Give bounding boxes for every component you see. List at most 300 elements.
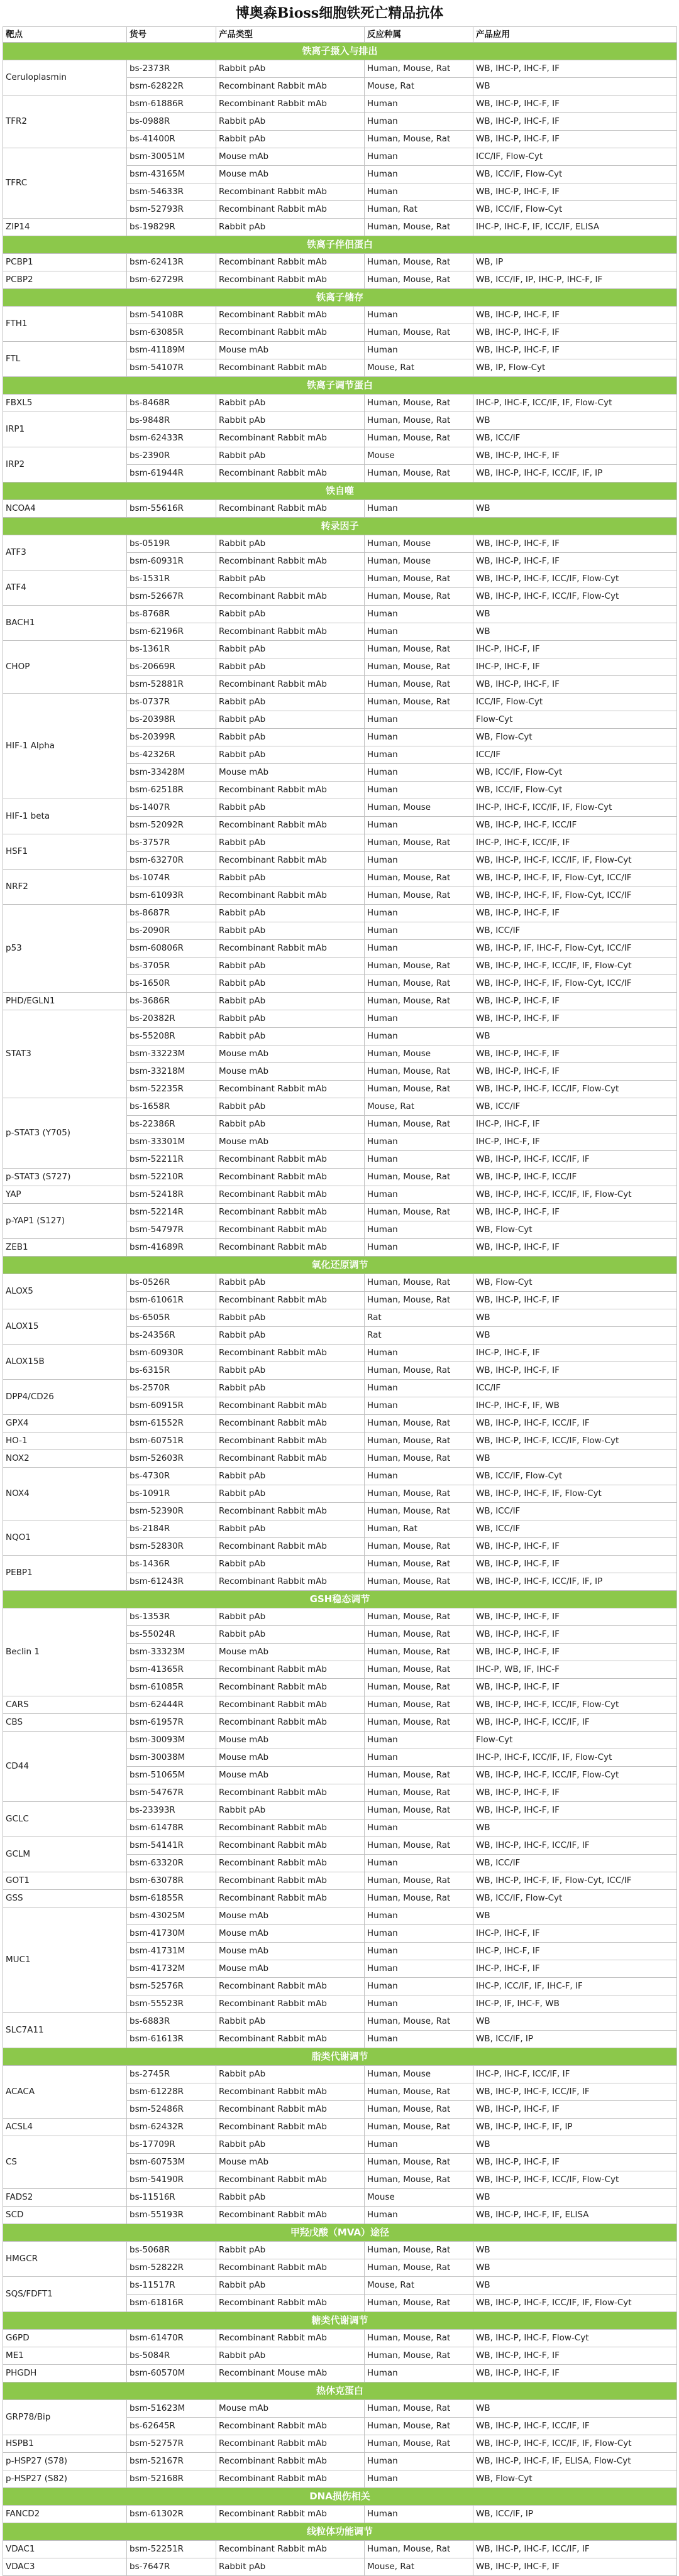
table-row [3, 1802, 677, 1820]
cell-reactivity: Human, Mouse, Rat [365, 1661, 473, 1679]
cell-product-type: Rabbit pAb [216, 834, 365, 852]
cell-catalog-number: bsm-52390R [127, 1503, 216, 1520]
cell-catalog-number: bs-5068R [127, 2242, 216, 2259]
cell-reactivity: Human, Mouse, Rat [365, 1890, 473, 1907]
table-row [3, 271, 677, 289]
cell-target: IRP1 [3, 412, 127, 447]
cell-catalog-number: bsm-52092R [127, 817, 216, 834]
cell-product-type: Rabbit pAb [216, 694, 365, 711]
cell-catalog-number: bsm-55616R [127, 500, 216, 518]
cell-reactivity: Human, Rat [365, 1520, 473, 1538]
cell-reactivity: Mouse, Rat [365, 2558, 473, 2576]
cell-product-type: Recombinant Rabbit mAb [216, 1837, 365, 1855]
cell-reactivity: Human, Mouse, Rat [365, 1063, 473, 1081]
cell-catalog-number: bs-8468R [127, 395, 216, 412]
table-row [3, 1169, 677, 1186]
cell-reactivity: Human [365, 500, 473, 518]
cell-catalog-number: bsm-61552R [127, 1415, 216, 1433]
cell-application: WB, IHC-P, IHC-F, ICC/IF, IF, IP [473, 465, 677, 483]
cell-application: WB, IHC-P, IHC-F, IF [473, 342, 677, 359]
cell-target: G6PD [3, 2330, 127, 2347]
cell-application: WB, IHC-P, IHC-F, IF [473, 1556, 677, 1573]
cell-catalog-number: bs-7647R [127, 2558, 216, 2576]
category-row [3, 518, 677, 535]
cell-reactivity: Human, Mouse, Rat [365, 324, 473, 342]
cell-catalog-number: bs-4730R [127, 1468, 216, 1485]
cell-application: Flow-Cyt [473, 1732, 677, 1749]
cell-reactivity: Human, Mouse, Rat [365, 1767, 473, 1784]
cell-catalog-number: bsm-52167R [127, 2453, 216, 2470]
table-row [3, 307, 677, 324]
header-catalog-number: 货号 [127, 27, 216, 43]
cell-target: ALOX15 [3, 1309, 127, 1345]
cell-catalog-number: bs-42326R [127, 746, 216, 764]
cell-reactivity: Human [365, 623, 473, 641]
cell-application: IHC-P, IHC-F, IF, WB [473, 1397, 677, 1415]
cell-target: PCBP2 [3, 271, 127, 289]
cell-reactivity: Human, Mouse, Rat [365, 2119, 473, 2136]
cell-product-type: Recombinant Rabbit mAb [216, 1855, 365, 1872]
cell-reactivity: Human [365, 2506, 473, 2523]
cell-application: WB, IHC-P, IHC-F, IF, Flow-Cyt [473, 1485, 677, 1503]
cell-reactivity: Human, Mouse, Rat [365, 2295, 473, 2312]
cell-catalog-number: bsm-33428M [127, 764, 216, 782]
category-title: 铁离子摄入与排出 [3, 43, 677, 60]
cell-application: IHC-P, IHC-F, ICC/IF, IF [473, 2066, 677, 2083]
cell-catalog-number: bsm-54190R [127, 2171, 216, 2189]
cell-reactivity: Human, Mouse, Rat [365, 1837, 473, 1855]
cell-catalog-number: bsm-52830R [127, 1538, 216, 1556]
cell-target: HMGCR [3, 2242, 127, 2277]
cell-reactivity: Human [365, 1925, 473, 1943]
cell-reactivity: Human, Mouse, Rat [365, 2400, 473, 2418]
cell-product-type: Recombinant Rabbit mAb [216, 1538, 365, 1556]
cell-reactivity: Human [365, 764, 473, 782]
cell-product-type: Recombinant Rabbit mAb [216, 588, 365, 606]
cell-product-type: Rabbit pAb [216, 2277, 365, 2295]
cell-reactivity: Human [365, 1960, 473, 1978]
category-row [3, 289, 677, 307]
cell-application: IHC-P, IHC-F, ICC/IF, IF, Flow-Cyt [473, 1749, 677, 1767]
cell-catalog-number: bsm-62413R [127, 254, 216, 271]
cell-reactivity: Human, Mouse, Rat [365, 1503, 473, 1520]
cell-product-type: Mouse mAb [216, 1943, 365, 1960]
header-target: 靶点 [3, 27, 127, 43]
cell-product-type: Rabbit pAb [216, 711, 365, 729]
cell-reactivity: Human [365, 96, 473, 113]
cell-application: WB [473, 2136, 677, 2154]
cell-application: IHC-P, WB, IF, IHC-F [473, 1661, 677, 1679]
table-row [3, 870, 677, 887]
cell-catalog-number: bsm-43165M [127, 166, 216, 183]
cell-application: WB [473, 2400, 677, 2418]
header-row [3, 27, 677, 43]
cell-application: WB, IHC-P, IHC-F, IF [473, 1292, 677, 1309]
cell-target: ZEB1 [3, 1239, 127, 1257]
cell-catalog-number: bsm-61613R [127, 2031, 216, 2048]
table-row [3, 2347, 677, 2365]
cell-target: MUC1 [3, 1907, 127, 2013]
cell-application: WB, IHC-P, IHC-F, IF [473, 1608, 677, 1626]
cell-reactivity: Human [365, 1468, 473, 1485]
cell-application: WB, IHC-P, IHC-F, ICC/IF, IF [473, 1151, 677, 1169]
cell-product-type: Mouse mAb [216, 1732, 365, 1749]
cell-application: WB [473, 606, 677, 623]
cell-application: WB [473, 2013, 677, 2031]
cell-target: NCOA4 [3, 500, 127, 518]
cell-application: IHC-P, IHC-F, ICC/IF, IF, Flow-Cyt [473, 395, 677, 412]
cell-reactivity: Mouse, Rat [365, 78, 473, 96]
cell-application: WB, IHC-P, IHC-F, ICC/IF, IF [473, 2418, 677, 2435]
cell-catalog-number: bs-1658R [127, 1098, 216, 1116]
cell-application: WB, ICC/IF [473, 922, 677, 940]
cell-catalog-number: bsm-41365R [127, 1661, 216, 1679]
cell-reactivity: Human, Mouse, Rat [365, 2154, 473, 2171]
cell-application: IHC-P, IHC-F, IF [473, 641, 677, 658]
cell-catalog-number: bsm-60931R [127, 553, 216, 570]
cell-product-type: Recombinant Rabbit mAb [216, 2207, 365, 2224]
cell-reactivity: Human [365, 307, 473, 324]
table-row [3, 905, 677, 922]
table-row [3, 2365, 677, 2382]
cell-target: ATF4 [3, 570, 127, 606]
cell-application: WB, IHC-P, IHC-F, IF [473, 1362, 677, 1380]
cell-catalog-number: bsm-52822R [127, 2259, 216, 2277]
cell-catalog-number: bsm-61093R [127, 887, 216, 905]
table-row [3, 1274, 677, 1292]
category-title: 线粒体功能调节 [3, 2523, 677, 2541]
cell-application: WB, IHC-P, IHC-F, IF, Flow-Cyt, ICC/IF [473, 870, 677, 887]
category-title: 铁离子伴侣蛋白 [3, 236, 677, 254]
table-row [3, 500, 677, 518]
table-row [3, 2470, 677, 2488]
cell-application: WB [473, 500, 677, 518]
table-row [3, 1520, 677, 1538]
cell-catalog-number: bsm-54633R [127, 183, 216, 201]
cell-catalog-number: bsm-61061R [127, 1292, 216, 1309]
cell-reactivity: Human, Mouse, Rat [365, 658, 473, 676]
cell-application: WB, IHC-P, IHC-F, IF [473, 307, 677, 324]
cell-product-type: Rabbit pAb [216, 1010, 365, 1028]
cell-catalog-number: bsm-63078R [127, 1872, 216, 1890]
cell-product-type: Rabbit pAb [216, 113, 365, 131]
cell-product-type: Recombinant Rabbit mAb [216, 2435, 365, 2453]
cell-catalog-number: bsm-52235R [127, 1081, 216, 1098]
table-row [3, 1468, 677, 1485]
category-title: 铁自噬 [3, 483, 677, 500]
cell-product-type: Rabbit pAb [216, 1468, 365, 1485]
cell-target: HIF-1 beta [3, 799, 127, 834]
cell-application: WB, Flow-Cyt [473, 2470, 677, 2488]
cell-reactivity: Human, Mouse, Rat [365, 2013, 473, 2031]
cell-catalog-number: bsm-52214R [127, 1204, 216, 1221]
category-title: 脂类代谢调节 [3, 2048, 677, 2066]
cell-catalog-number: bsm-63320R [127, 1855, 216, 1872]
table-row [3, 1433, 677, 1450]
cell-product-type: Mouse mAb [216, 166, 365, 183]
table-row [3, 2066, 677, 2083]
cell-reactivity: Human, Mouse, Rat [365, 131, 473, 148]
cell-reactivity: Human, Mouse, Rat [365, 1116, 473, 1133]
header-application: 产品应用 [473, 27, 677, 43]
cell-catalog-number: bs-6883R [127, 2013, 216, 2031]
cell-reactivity: Human [365, 1380, 473, 1397]
cell-product-type: Mouse mAb [216, 2154, 365, 2171]
cell-catalog-number: bs-2373R [127, 60, 216, 78]
cell-application: WB [473, 1327, 677, 1345]
cell-target: TFR2 [3, 96, 127, 148]
cell-application: WB, IHC-P, IHC-F, ICC/IF, Flow-Cyt [473, 1081, 677, 1098]
cell-reactivity: Human, Mouse, Rat [365, 2242, 473, 2259]
cell-product-type: Rabbit pAb [216, 2013, 365, 2031]
cell-catalog-number: bsm-52793R [127, 201, 216, 219]
cell-application: WB [473, 1309, 677, 1327]
cell-catalog-number: bsm-33218M [127, 1063, 216, 1081]
cell-product-type: Recombinant Rabbit mAb [216, 324, 365, 342]
cell-reactivity: Human, Mouse, Rat [365, 2259, 473, 2277]
page-title: 博奥森Bioss细胞铁死亡精品抗体 [235, 5, 444, 21]
table-row [3, 1098, 677, 1116]
cell-catalog-number: bs-2745R [127, 2066, 216, 2083]
cell-application: WB, IHC-P, IHC-F, IF [473, 1204, 677, 1221]
header-product-type: 产品类型 [216, 27, 365, 43]
cell-product-type: Recombinant Rabbit mAb [216, 2330, 365, 2347]
cell-catalog-number: bs-11517R [127, 2277, 216, 2295]
cell-application: WB, ICC/IF, IP [473, 2506, 677, 2523]
header-reactivity: 反应种属 [365, 27, 473, 43]
cell-catalog-number: bsm-61243R [127, 1573, 216, 1591]
cell-catalog-number: bsm-30093M [127, 1732, 216, 1749]
cell-catalog-number: bsm-62433R [127, 430, 216, 447]
cell-application: WB, ICC/IF, Flow-Cyt [473, 1468, 677, 1485]
cell-reactivity: Human [365, 2470, 473, 2488]
cell-product-type: Recombinant Rabbit mAb [216, 1696, 365, 1714]
cell-product-type: Mouse mAb [216, 1960, 365, 1978]
cell-reactivity: Human, Mouse, Rat [365, 1784, 473, 1802]
cell-application: WB, IHC-P, IHC-F, IF [473, 131, 677, 148]
table-row [3, 799, 677, 817]
cell-product-type: Recombinant Rabbit mAb [216, 430, 365, 447]
cell-target: FANCD2 [3, 2506, 127, 2523]
cell-reactivity: Human, Mouse, Rat [365, 1714, 473, 1732]
cell-reactivity: Human, Mouse, Rat [365, 1081, 473, 1098]
cell-application: WB, IHC-P, IHC-F, IF, ELISA, Flow-Cyt [473, 2453, 677, 2470]
cell-product-type: Rabbit pAb [216, 922, 365, 940]
cell-reactivity: Human [365, 1907, 473, 1925]
cell-catalog-number: bs-0988R [127, 113, 216, 131]
cell-product-type: Recombinant Rabbit mAb [216, 1292, 365, 1309]
cell-product-type: Recombinant Rabbit mAb [216, 359, 365, 377]
cell-application: WB [473, 2277, 677, 2295]
cell-target: Ceruloplasmin [3, 60, 127, 96]
table-row [3, 641, 677, 658]
cell-product-type: Recombinant Rabbit mAb [216, 1081, 365, 1098]
cell-product-type: Recombinant Rabbit mAb [216, 2171, 365, 2189]
cell-catalog-number: bsm-52881R [127, 676, 216, 694]
cell-application: WB, IHC-P, IHC-F, IF [473, 2154, 677, 2171]
cell-product-type: Recombinant Rabbit mAb [216, 852, 365, 870]
table-row [3, 254, 677, 271]
cell-catalog-number: bs-3757R [127, 834, 216, 852]
cell-reactivity: Human, Mouse, Rat [365, 430, 473, 447]
table-row [3, 1732, 677, 1749]
cell-product-type: Mouse mAb [216, 1045, 365, 1063]
cell-product-type: Rabbit pAb [216, 1608, 365, 1626]
cell-product-type: Rabbit pAb [216, 2347, 365, 2365]
cell-catalog-number: bsm-60915R [127, 1397, 216, 1415]
cell-product-type: Rabbit pAb [216, 746, 365, 764]
table-row [3, 1608, 677, 1626]
table-row [3, 2435, 677, 2453]
cell-reactivity: Human, Mouse, Rat [365, 2435, 473, 2453]
cell-product-type: Rabbit pAb [216, 2558, 365, 2576]
cell-catalog-number: bs-1407R [127, 799, 216, 817]
cell-catalog-number: bs-2390R [127, 447, 216, 465]
cell-reactivity: Human, Mouse, Rat [365, 676, 473, 694]
cell-catalog-number: bs-1436R [127, 1556, 216, 1573]
table-row [3, 570, 677, 588]
cell-reactivity: Human [365, 1133, 473, 1151]
cell-application: WB [473, 1450, 677, 1468]
cell-catalog-number: bs-11516R [127, 2189, 216, 2207]
cell-application: WB [473, 2189, 677, 2207]
cell-application: IHC-P, IHC-F, IF [473, 1116, 677, 1133]
cell-target: p-HSP27 (S82) [3, 2470, 127, 2488]
cell-application: WB, IHC-P, IHC-F, ICC/IF [473, 1169, 677, 1186]
cell-product-type: Rabbit pAb [216, 1520, 365, 1538]
cell-reactivity: Human, Mouse, Rat [365, 834, 473, 852]
cell-product-type: Recombinant Rabbit mAb [216, 1221, 365, 1239]
cell-application: WB, IHC-P, IHC-F, IF [473, 113, 677, 131]
cell-product-type: Recombinant Rabbit mAb [216, 183, 365, 201]
cell-product-type: Rabbit pAb [216, 2242, 365, 2259]
cell-target: GCLC [3, 1802, 127, 1837]
table-row [3, 395, 677, 412]
cell-target: VDAC3 [3, 2558, 127, 2576]
cell-target: SQS/FDFT1 [3, 2277, 127, 2312]
cell-application: WB, ICC/IF [473, 430, 677, 447]
cell-catalog-number: bsm-61855R [127, 1890, 216, 1907]
cell-reactivity: Human [365, 1995, 473, 2013]
cell-catalog-number: bs-2570R [127, 1380, 216, 1397]
cell-application: IHC-P, IHC-F, IF, ICC/IF, ELISA [473, 219, 677, 236]
cell-application: WB, IHC-P, IHC-F, IF [473, 2558, 677, 2576]
cell-application: WB, IP [473, 254, 677, 271]
cell-product-type: Recombinant Rabbit mAb [216, 307, 365, 324]
cell-catalog-number: bsm-60930R [127, 1345, 216, 1362]
cell-application: WB, IHC-P, IHC-F, ICC/IF, IF, IP [473, 1573, 677, 1591]
cell-reactivity: Human [365, 852, 473, 870]
cell-application: WB, IHC-P, IHC-F, IF [473, 1063, 677, 1081]
cell-reactivity: Human [365, 1943, 473, 1960]
table-row [3, 606, 677, 623]
cell-reactivity: Human, Mouse, Rat [365, 870, 473, 887]
cell-application: WB, IHC-P, IHC-F, IF [473, 1239, 677, 1257]
table-row [3, 1696, 677, 1714]
cell-reactivity: Human [365, 817, 473, 834]
category-row [3, 2382, 677, 2400]
cell-catalog-number: bsm-61085R [127, 1679, 216, 1696]
cell-catalog-number: bsm-54767R [127, 1784, 216, 1802]
cell-product-type: Rabbit pAb [216, 606, 365, 623]
cell-reactivity: Human, Mouse, Rat [365, 641, 473, 658]
cell-reactivity: Human [365, 1855, 473, 1872]
cell-reactivity: Human [365, 2207, 473, 2224]
cell-reactivity: Human, Mouse, Rat [365, 395, 473, 412]
category-row [3, 2224, 677, 2242]
cell-catalog-number: bsm-61478R [127, 1820, 216, 1837]
cell-application: WB, IHC-P, IHC-F, IF [473, 183, 677, 201]
cell-reactivity: Human, Rat [365, 201, 473, 219]
cell-catalog-number: bsm-52210R [127, 1169, 216, 1186]
cell-catalog-number: bsm-54108R [127, 307, 216, 324]
cell-application: WB, Flow-Cyt [473, 1221, 677, 1239]
cell-product-type: Mouse mAb [216, 2400, 365, 2418]
cell-catalog-number: bs-1091R [127, 1485, 216, 1503]
cell-catalog-number: bsm-52486R [127, 2101, 216, 2119]
cell-reactivity: Human, Mouse, Rat [365, 1485, 473, 1503]
cell-reactivity: Human [365, 746, 473, 764]
cell-application: WB, IHC-P, IHC-F, Flow-Cyt [473, 2330, 677, 2347]
cell-application: WB, IHC-P, IHC-F, IF [473, 2347, 677, 2365]
cell-application: WB, ICC/IF, IP, IHC-P, IHC-F, IF [473, 271, 677, 289]
cell-application: WB, IHC-P, IHC-F, ICC/IF [473, 817, 677, 834]
cell-reactivity: Mouse [365, 2189, 473, 2207]
cell-application: IHC-P, IHC-F, ICC/IF, IF, Flow-Cyt [473, 799, 677, 817]
cell-reactivity: Human, Mouse, Rat [365, 2171, 473, 2189]
table-row [3, 1380, 677, 1397]
cell-application: WB, IHC-P, IHC-F, IF [473, 1644, 677, 1661]
cell-product-type: Mouse mAb [216, 1749, 365, 1767]
cell-reactivity: Human, Mouse, Rat [365, 271, 473, 289]
cell-catalog-number: bs-55024R [127, 1626, 216, 1644]
cell-reactivity: Human, Mouse [365, 1045, 473, 1063]
cell-application: WB, ICC/IF [473, 1520, 677, 1538]
cell-product-type: Recombinant Rabbit mAb [216, 1978, 365, 1995]
cell-catalog-number: bs-41400R [127, 131, 216, 148]
cell-target: CHOP [3, 641, 127, 694]
table-row [3, 2189, 677, 2207]
cell-catalog-number: bs-9848R [127, 412, 216, 430]
cell-product-type: Recombinant Rabbit mAb [216, 2295, 365, 2312]
cell-target: NRF2 [3, 870, 127, 905]
cell-catalog-number: bs-3686R [127, 993, 216, 1010]
cell-product-type: Rabbit pAb [216, 535, 365, 553]
cell-product-type: Recombinant Rabbit mAb [216, 2541, 365, 2558]
table-row [3, 2013, 677, 2031]
cell-target: PHD/EGLN1 [3, 993, 127, 1010]
cell-catalog-number: bsm-41189M [127, 342, 216, 359]
table-row [3, 834, 677, 852]
cell-catalog-number: bsm-63270R [127, 852, 216, 870]
cell-product-type: Recombinant Rabbit mAb [216, 1415, 365, 1433]
cell-product-type: Mouse mAb [216, 148, 365, 166]
cell-application: IHC-P, IF, IHC-F, WB [473, 1995, 677, 2013]
cell-application: WB, ICC/IF, Flow-Cyt [473, 764, 677, 782]
category-row [3, 1257, 677, 1274]
cell-application: WB, IHC-P, IHC-F, ICC/IF, Flow-Cyt [473, 1433, 677, 1450]
cell-application: ICC/IF [473, 746, 677, 764]
cell-target: ZIP14 [3, 219, 127, 236]
cell-target: NQO1 [3, 1520, 127, 1556]
cell-reactivity: Human, Mouse, Rat [365, 2101, 473, 2119]
cell-target: CS [3, 2136, 127, 2189]
cell-catalog-number: bs-3705R [127, 958, 216, 975]
table-row [3, 2330, 677, 2347]
cell-reactivity: Human [365, 1749, 473, 1767]
cell-catalog-number: bsm-52757R [127, 2435, 216, 2453]
cell-application: WB [473, 623, 677, 641]
